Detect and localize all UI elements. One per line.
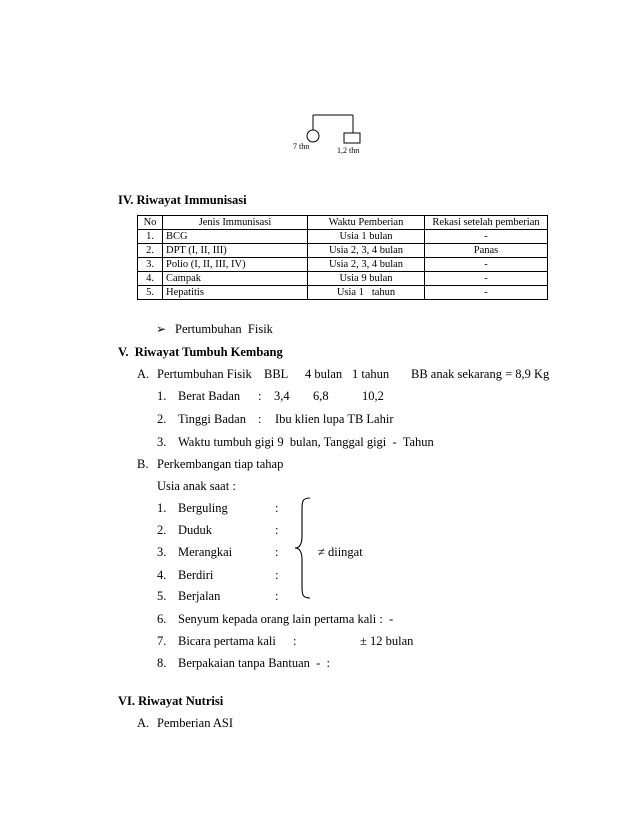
- cell-reaksi: -: [425, 286, 548, 300]
- a2-num: 2.: [157, 412, 167, 426]
- curly-brace-icon: [292, 496, 316, 600]
- cell-jenis: Campak: [163, 272, 308, 286]
- genogram-label-left: 7 thn: [293, 142, 310, 151]
- b-intro: Usia anak saat :: [157, 479, 236, 493]
- b6-num: 6.: [157, 612, 167, 626]
- header-jenis: Jenis Immunisasi: [163, 216, 308, 230]
- cell-reaksi: -: [425, 230, 548, 244]
- a3-num: 3.: [157, 435, 167, 449]
- b5-label: Berjalan: [178, 589, 221, 603]
- cell-waktu: Usia 1 tahun: [308, 286, 425, 300]
- b2-label: Duduk: [178, 523, 213, 537]
- table-row: [138, 272, 548, 286]
- table-header-row: [138, 216, 548, 230]
- b2-colon: :: [275, 523, 279, 537]
- cell-no: 5.: [138, 286, 163, 300]
- cell-reaksi: -: [425, 272, 548, 286]
- a1-num: 1.: [157, 389, 167, 403]
- cell-no: 1.: [138, 230, 163, 244]
- item-b-label: Perkembangan tiap tahap: [157, 457, 284, 471]
- cell-waktu: Usia 2, 3, 4 bulan: [308, 258, 425, 272]
- item-b-marker: B.: [137, 457, 149, 471]
- header-waktu: Waktu Pemberian: [308, 216, 425, 230]
- cell-reaksi: Panas: [425, 244, 548, 258]
- b1-num: 1.: [157, 501, 167, 515]
- col-bbl: BBL: [264, 367, 289, 381]
- a2-text: Ibu klien lupa TB Lahir: [275, 412, 394, 426]
- cell-jenis: BCG: [163, 230, 308, 244]
- col-1tahun: 1 tahun: [352, 367, 390, 381]
- table-row: [138, 230, 548, 244]
- section-vi-title: VI. Riwayat Nutrisi: [118, 694, 224, 708]
- section-vi-a-label: Pemberian ASI: [157, 716, 234, 730]
- a3-text: Waktu tumbuh gigi 9 bulan, Tanggal gigi - Tahun: [178, 435, 434, 449]
- b4-colon: :: [275, 568, 279, 582]
- a1-1tahun: 10,2: [362, 389, 384, 403]
- b1-colon: :: [275, 501, 279, 515]
- cell-reaksi: -: [425, 258, 548, 272]
- b5-num: 5.: [157, 589, 167, 603]
- cell-no: 3.: [138, 258, 163, 272]
- b6-text: Senyum kepada orang lain pertama kali : -: [178, 612, 394, 626]
- item-a-marker: A.: [137, 367, 150, 381]
- cell-no: 2.: [138, 244, 163, 258]
- section-vi-a-marker: A.: [137, 716, 150, 730]
- b4-label: Berdiri: [178, 568, 214, 582]
- bb-now: BB anak sekarang = 8,9 Kg: [411, 367, 550, 381]
- section-iv-title: IV. Riwayat Immunisasi: [118, 193, 247, 207]
- b3-colon: :: [275, 545, 279, 559]
- cell-waktu: Usia 9 bulan: [308, 272, 425, 286]
- b1-label: Berguling: [178, 501, 228, 515]
- b4-num: 4.: [157, 568, 167, 582]
- table-row: [138, 258, 548, 272]
- cell-waktu: Usia 1 bulan: [308, 230, 425, 244]
- bullet-text: Pertumbuhan Fisik: [175, 322, 273, 336]
- genogram: [290, 112, 380, 162]
- b8-num: 8.: [157, 656, 167, 670]
- b2-num: 2.: [157, 523, 167, 537]
- arrow-bullet-icon: ➢: [156, 322, 167, 336]
- table-row: [138, 286, 548, 300]
- a2-colon: :: [258, 412, 262, 426]
- b8-text: Berpakaian tanpa Bantuan - :: [178, 656, 331, 670]
- b7-num: 7.: [157, 634, 167, 648]
- a1-colon: :: [258, 389, 262, 403]
- a1-label: Berat Badan: [178, 389, 241, 403]
- cell-jenis: Polio (I, II, III, IV): [163, 258, 308, 272]
- b5-colon: :: [275, 589, 279, 603]
- cell-no: 4.: [138, 272, 163, 286]
- b7-value: ± 12 bulan: [360, 634, 414, 648]
- a1-4bulan: 6,8: [313, 389, 329, 403]
- brace-note: ≠ diingat: [318, 545, 363, 559]
- female-symbol: [307, 130, 319, 142]
- cell-jenis: DPT (I, II, III): [163, 244, 308, 258]
- b3-num: 3.: [157, 545, 167, 559]
- b7-colon: :: [293, 634, 297, 648]
- a1-bbl: 3,4: [274, 389, 290, 403]
- table-row: [138, 244, 548, 258]
- col-4bulan: 4 bulan: [305, 367, 343, 381]
- b3-label: Merangkai: [178, 545, 233, 559]
- cell-jenis: Hepatitis: [163, 286, 308, 300]
- a2-label: Tinggi Badan: [178, 412, 246, 426]
- item-a-label: Pertumbuhan Fisik: [157, 367, 252, 381]
- immunization-table: [137, 215, 548, 300]
- header-no: No: [138, 216, 163, 230]
- b7-label: Bicara pertama kali: [178, 634, 276, 648]
- header-reaksi: Rekasi setelah pemberian: [425, 216, 548, 230]
- cell-waktu: Usia 2, 3, 4 bulan: [308, 244, 425, 258]
- genogram-label-right: 1,2 thn: [337, 146, 360, 155]
- male-symbol: [344, 133, 360, 143]
- section-v-title: V. Riwayat Tumbuh Kembang: [118, 345, 283, 359]
